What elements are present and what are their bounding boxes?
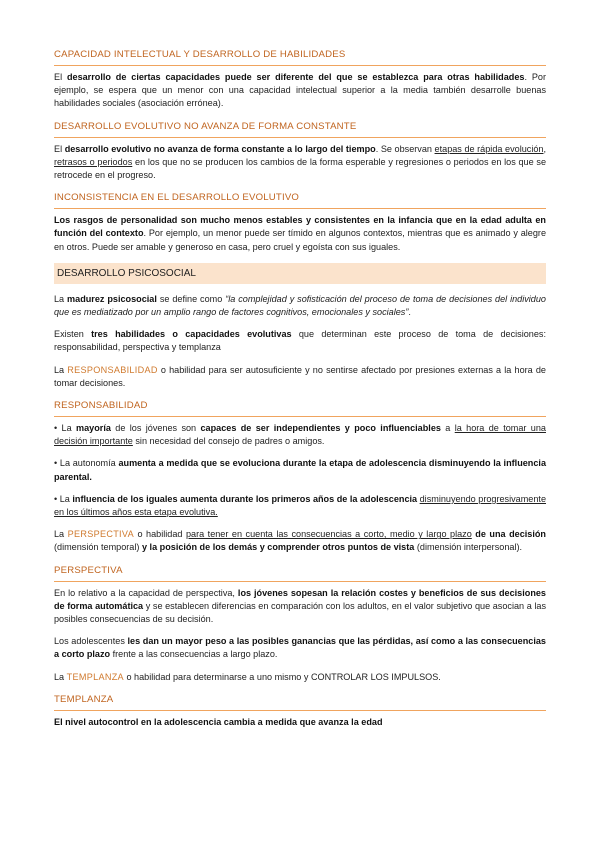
heading-responsabilidad: RESPONSABILIDAD xyxy=(54,399,546,417)
paragraph-perspectiva-intro xyxy=(54,528,546,554)
text: . Se observan xyxy=(375,143,435,154)
text: de los jóvenes son xyxy=(110,423,201,434)
bold-text: les dan un mayor peso a las posibles ganancias que las pérdidas, así como a las consecuencias a corto plazo xyxy=(54,636,546,660)
text: Existen xyxy=(54,329,92,340)
bold-text: desarrollo evolutivo no avanza de forma constante a lo largo del tiempo xyxy=(64,143,376,154)
section-band-desarrollo-psicosocial: DESARROLLO PSICOSOCIAL xyxy=(54,263,546,284)
bold-text: El nivel autocontrol en la adolescencia cambia a medida que avanza la edad xyxy=(54,716,383,727)
text: El xyxy=(54,143,65,154)
text: La xyxy=(54,293,68,304)
text: El xyxy=(54,72,67,82)
bullet-mayoria xyxy=(54,422,546,448)
bold-text: de una decisión xyxy=(475,529,546,540)
bullet-autonomia xyxy=(54,457,546,483)
paragraph-templanza-intro xyxy=(54,671,546,684)
italic-quote: “la complejidad y sofisticación del proceso de toma de decisiones del individuo que es mediatizado por un amplio rango de factores cognitivos, emocionales y sociales” xyxy=(54,293,546,318)
paragraph-capacidad-intelectual xyxy=(54,71,546,111)
paragraph-costes-beneficios xyxy=(54,587,546,627)
bullet-iguales xyxy=(54,493,546,519)
text: La xyxy=(54,671,67,682)
text: La xyxy=(54,364,68,375)
text: se define como xyxy=(156,293,226,304)
highlight-term: TEMPLANZA xyxy=(66,671,124,682)
text: o habilidad para determinarse a uno mismo y CONTROLAR LOS IMPULSOS. xyxy=(123,671,441,682)
text: sin necesidad del consejo de padres o amigos. xyxy=(132,436,325,447)
bold-text: Los rasgos de personalidad son mucho menos estables y consistentes en la infancia que en la edad adulta en función del contexto xyxy=(54,215,546,239)
bold-text: tres habilidades o capacidades evolutivas xyxy=(91,329,292,340)
text: • La xyxy=(54,493,73,504)
text: a xyxy=(440,423,455,434)
bold-text: aumenta a medida que se evoluciona durante la etapa de adolescencia disminuyendo la influencia parental. xyxy=(54,458,547,482)
text: • La autonomía xyxy=(54,458,119,469)
text: que determinan este proceso de toma de decisiones: responsabilidad, perspectiva y templanza xyxy=(54,329,546,353)
bold-text: y la posición de los demás y comprender otros puntos de vista xyxy=(141,542,415,553)
text: en los que no se producen los cambios de la forma esperable y regresiones o periodos en los que se retrocede en el progreso. xyxy=(54,156,547,181)
paragraph-desarrollo-evolutivo xyxy=(54,143,546,183)
heading-desarrollo-evolutivo: DESARROLLO EVOLUTIVO NO AVANZA DE FORMA CONSTANTE xyxy=(54,120,546,138)
bold-text: desarrollo de ciertas capacidades puede ser diferente del que se establezca para otras habilidades xyxy=(66,72,525,82)
text: (dimensión interpersonal). xyxy=(414,542,523,553)
text: frente a las consecuencias a largo plazo. xyxy=(110,649,278,660)
paragraph-ganancias-perdidas xyxy=(54,635,546,661)
paragraph-responsabilidad-intro xyxy=(54,364,546,390)
bold-text: los jóvenes sopesan la relación costes y beneficios de sus decisiones de forma automática xyxy=(54,587,546,611)
heading-inconsistencia: INCONSISTENCIA EN EL DESARROLLO EVOLUTIVO xyxy=(54,191,546,209)
document-page xyxy=(54,48,546,738)
text: La xyxy=(54,529,68,540)
paragraph-autocontrol xyxy=(54,716,546,729)
paragraph-inconsistencia xyxy=(54,214,546,254)
text: . xyxy=(408,307,411,318)
text: Los adolescentes xyxy=(54,636,128,647)
underlined-text: etapas de rápida evolución, retrasos o periodos xyxy=(54,143,546,167)
text: (dimensión temporal) xyxy=(54,542,142,553)
highlight-term: PERSPECTIVA xyxy=(67,529,134,540)
underlined-text: disminuyendo progresivamente en los últimos años esta etapa evolutiva. xyxy=(54,493,547,518)
heading-perspectiva: PERSPECTIVA xyxy=(54,564,546,582)
text: . Por ejemplo, se espera que un menor con una capacidad intelectual superior a la media también desarrolle buenas habilidades sociales (asociación errónea). xyxy=(54,72,546,109)
text: o habilidad para ser autosuficiente y no sentirse afectado por presiones externas a la hora de tomar decisiones. xyxy=(54,364,546,388)
highlight-term: RESPONSABILIDAD xyxy=(67,364,158,375)
underlined-text: la hora de tomar una decisión importante xyxy=(54,423,546,447)
bold-text: madurez psicosocial xyxy=(67,293,157,304)
underlined-text: para tener en cuenta las consecuencias a corto, medio y largo plazo xyxy=(185,529,472,540)
heading-capacidad-intelectual: CAPACIDAD INTELECTUAL Y DESARROLLO DE HABILIDADES xyxy=(54,48,546,66)
text: y se establecen diferencias en comparación con los adultos, en el valor subjetivo que asocian a las posibles consecuencias de su decisión. xyxy=(54,600,546,625)
bold-text: capaces de ser independientes y poco influenciables xyxy=(200,423,441,434)
text: o habilidad xyxy=(133,529,186,540)
text: • La xyxy=(54,423,77,434)
text: . Por ejemplo, un menor puede ser tímido en algunos contextos, mientras que es animado y alegre en otros. Puede ser amable y generoso en casa, pero cruel y egoísta con sus iguales. xyxy=(54,228,547,252)
paragraph-madurez-psicosocial xyxy=(54,293,546,319)
bold-text: influencia de los iguales aumenta durante los primeros años de la adolescencia xyxy=(72,493,418,504)
heading-templanza: TEMPLANZA xyxy=(54,693,546,711)
text: En lo relativo a la capacidad de perspectiva, xyxy=(54,587,238,598)
bold-text: mayoría xyxy=(76,423,111,434)
paragraph-tres-habilidades xyxy=(54,328,546,354)
